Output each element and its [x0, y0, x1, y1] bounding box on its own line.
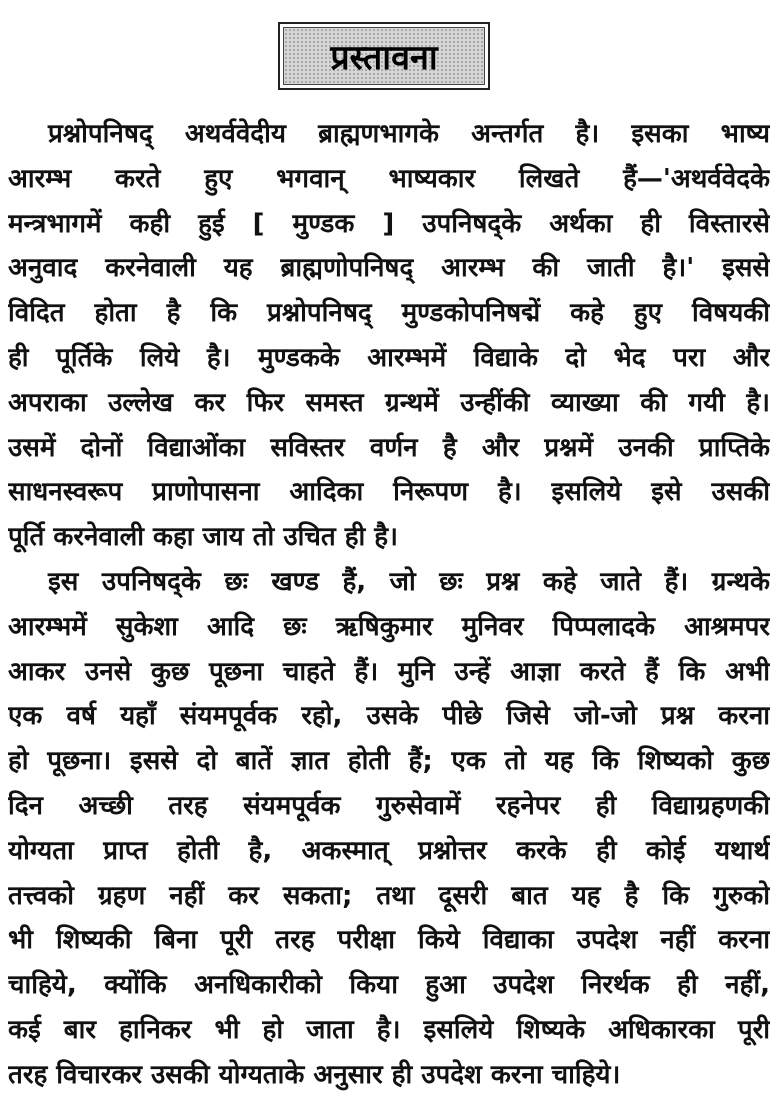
text-line: योग्यता प्राप्त होती है, अकस्मात् प्रश्नोत्तर करके ही कोई यथार्थ — [8, 835, 770, 866]
text-line: पूर्ति करनेवाली कहा जाय तो उचित ही है। — [8, 522, 398, 553]
text-line: आरम्भमें सुकेशा आदि छः ऋषिकुमार मुनिवर पिप्पलादके आश्रमपर — [8, 611, 770, 642]
text-line: भी शिष्यकी बिना पूरी तरह परीक्षा किये विद्याका उपदेश नहीं करना — [8, 925, 770, 956]
title-box — [278, 22, 490, 90]
text-line: साधनस्वरूप प्राणोपासना आदिका निरूपण है। इसलिये इसे उसकी — [8, 477, 770, 508]
text-line: एक वर्ष यहाँ संयमपूर्वक रहो, उसके पीछे जिसे जो-जो प्रश्न करना — [8, 701, 770, 732]
text-line: मन्त्रभागमें कही हुई [ मुण्डक ] उपनिषद्के अर्थका ही विस्तारसे — [8, 208, 770, 239]
text-line: दिन अच्छी तरह संयमपूर्वक गुरुसेवामें रहनेपर ही विद्याग्रहणकी — [8, 790, 770, 821]
body-text — [8, 112, 770, 1098]
text-line: तत्त्वको ग्रहण नहीं कर सकता; तथा दूसरी बात यह है कि गुरुको — [8, 880, 770, 911]
text-line: कई बार हानिकर भी हो जाता है। इसलिये शिष्यके अधिकारका पूरी — [8, 1014, 770, 1045]
text-line: आकर उनसे कुछ पूछना चाहते हैं। मुनि उन्हें आज्ञा करते हैं कि अभी — [8, 656, 770, 687]
text-line: ही पूर्तिके लिये है। मुण्डकके आरम्भमें विद्याके दो भेद परा और — [8, 342, 770, 373]
text-line: चाहिये, क्योंकि अनधिकारीको किया हुआ उपदेश निरर्थक ही नहीं, — [8, 970, 770, 1001]
text-line: अपराका उल्लेख कर फिर समस्त ग्रन्थमें उन्हींकी व्याख्या की गयी है। — [8, 387, 770, 418]
text-line: हो पूछना। इससे दो बातें ज्ञात होती हैं; एक तो यह कि शिष्यको कुछ — [8, 746, 770, 777]
paragraph-first-line: इस उपनिषद्के छः खण्ड हैं, जो छः प्रश्न कहे जाते हैं। ग्रन्थके — [48, 566, 770, 597]
text-line: आरम्भ करते हुए भगवान् भाष्यकार लिखते हैं—'अथर्ववेदके — [8, 163, 770, 194]
page-title: प्रस्तावना — [330, 38, 438, 78]
paragraph-first-line: प्रश्नोपनिषद् अथर्ववेदीय ब्राह्मणभागके अन्तर्गत है। इसका भाष्य — [48, 119, 770, 149]
text-line: विदित होता है कि प्रश्नोपनिषद् मुण्डकोपनिषद्में कहे हुए विषयकी — [8, 298, 770, 329]
text-line: अनुवाद करनेवाली यह ब्राह्मणोपनिषद् आरम्भ की जाती है।' इससे — [8, 253, 770, 284]
text-line: उसमें दोनों विद्याओंका सविस्तर वर्णन है और प्रश्नमें उनकी प्राप्तिके — [8, 432, 770, 463]
text-line: तरह विचारकर उसकी योग्यताके अनुसार ही उपदेश करना चाहिये। — [8, 1059, 621, 1090]
